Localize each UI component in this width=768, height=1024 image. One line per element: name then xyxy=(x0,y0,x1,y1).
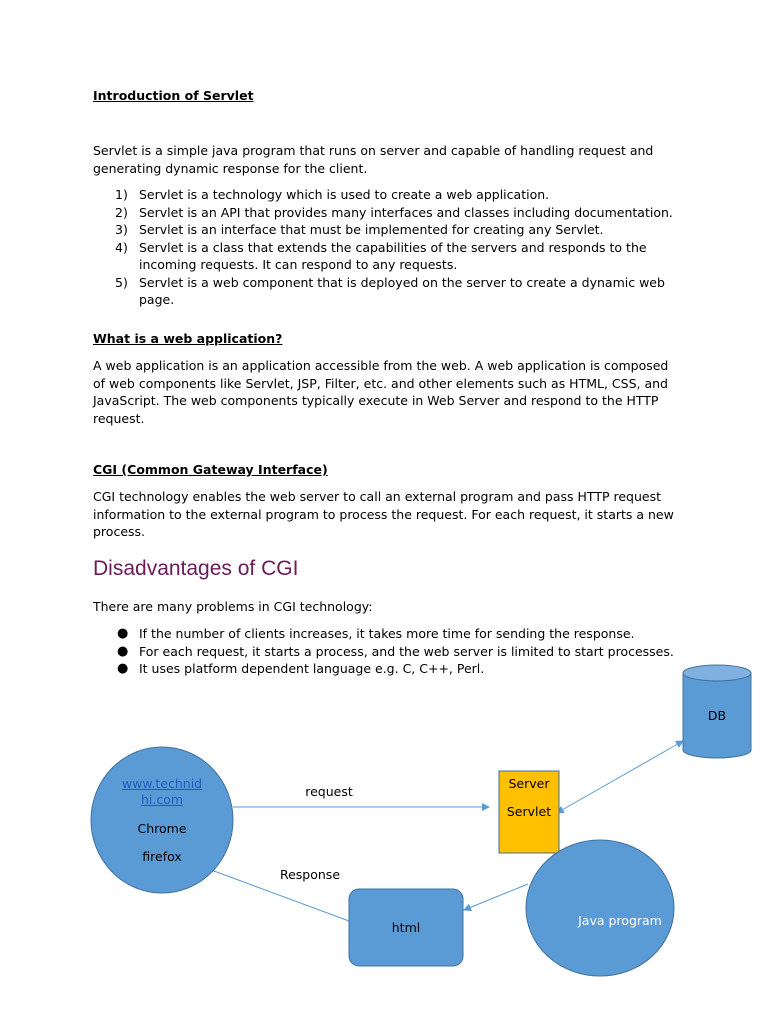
list-item: ● If the number of clients increases, it takes more time for sending the response. xyxy=(117,626,635,641)
db-label: DB xyxy=(707,708,727,723)
request-label: request xyxy=(305,784,353,799)
list-item: 4) Servlet is a class that extends the capabilities of the servers and responds to the incoming requests. It can respond to any requests. xyxy=(115,239,647,272)
list-item: ● It uses platform dependent language e.g. C, C++, Perl. xyxy=(117,661,485,676)
html-label: html xyxy=(391,920,421,935)
java-to-html-arrow xyxy=(464,884,528,910)
bullet-icon: ● xyxy=(117,626,129,641)
list-item: 3) Servlet is an interface that must be implemented for creating any Servlet. xyxy=(115,222,604,237)
servlet-label: Servlet xyxy=(506,804,552,819)
list-item: ● For each request, it starts a process, and the web server is limited to start processes. xyxy=(117,643,674,659)
java-program-circle xyxy=(526,840,674,976)
intro-heading: Introduction of Servlet xyxy=(93,88,254,103)
webapp-heading: What is a web application? xyxy=(93,331,283,346)
java-program-label: Java program xyxy=(578,913,662,928)
cgi-heading: CGI (Common Gateway Interface) xyxy=(93,462,328,477)
list-item: 1) Servlet is a technology which is used to create a web application. xyxy=(115,187,550,202)
client-link[interactable] xyxy=(104,776,220,808)
response-label: Response xyxy=(279,867,341,882)
server-label: Server xyxy=(508,776,550,791)
webapp-paragraph: A web application is an application accessible from the web. A web application is composed of web components like Servlet, JSP, Filter, etc. and other elements such as HTML, CSS, and JavaScript. The web components typically execute in Web Server and respond to the HTTP request. xyxy=(93,358,669,426)
client-link-line1[interactable]: www.technid xyxy=(121,776,203,791)
list-item: 5) Servlet is a web component that is deployed on the server to create a dynamic web page. xyxy=(115,274,665,307)
intro-paragraph: Servlet is a simple java program that runs on server and capable of handling request and generating dynamic response for the client. xyxy=(93,143,654,176)
client-firefox-label: firefox xyxy=(142,849,182,864)
client-circle xyxy=(91,747,233,893)
bullet-icon: ● xyxy=(117,643,129,659)
db-servlet-arrow xyxy=(562,741,683,810)
client-link-line2[interactable]: hi.com xyxy=(140,792,184,807)
disadvantages-heading: Disadvantages of CGI xyxy=(93,557,299,580)
bullet-icon: ● xyxy=(117,661,129,676)
list-item: 2) Servlet is an API that provides many interfaces and classes including documentation. xyxy=(115,204,673,220)
disadvantages-intro: There are many problems in CGI technology: xyxy=(93,599,373,614)
cgi-paragraph: CGI technology enables the web server to call an external program and pass HTTP request information to the external program to process the request. For each request, it starts a new process. xyxy=(93,489,674,539)
client-chrome-label: Chrome xyxy=(137,821,187,836)
